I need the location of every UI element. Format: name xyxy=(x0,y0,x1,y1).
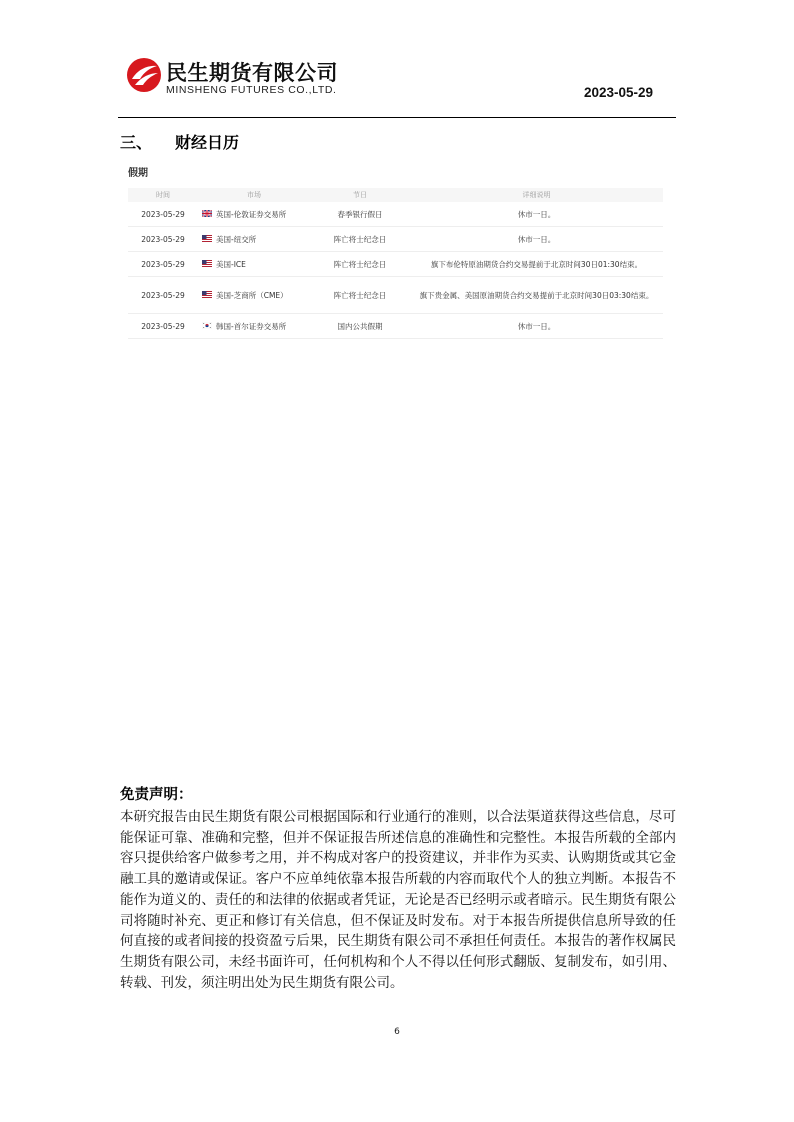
row-date: 2023-05-29 xyxy=(128,202,198,227)
row-detail: 休市一日。 xyxy=(410,314,663,339)
row-holiday: 阵亡将士纪念日 xyxy=(310,252,410,277)
disclaimer-section xyxy=(120,785,676,993)
table-row xyxy=(128,252,663,277)
minsheng-logo-icon xyxy=(126,57,162,93)
column-header-time: 时间 xyxy=(128,188,198,202)
section-title: 财经日历 xyxy=(175,133,240,152)
row-date: 2023-05-29 xyxy=(128,252,198,277)
row-holiday: 阵亡将士纪念日 xyxy=(310,227,410,252)
company-name-cn: 民生期货有限公司 xyxy=(166,61,338,85)
row-market xyxy=(198,252,310,277)
row-market xyxy=(198,277,310,314)
row-date: 2023-05-29 xyxy=(128,314,198,339)
holiday-calendar xyxy=(128,162,663,339)
column-header-market: 市场 xyxy=(198,188,310,202)
table-row xyxy=(128,227,663,252)
row-detail: 旗下贵金属、美国原油期货合约交易提前于北京时间30日03:30结束。 xyxy=(410,277,663,314)
kr-flag-icon xyxy=(202,322,212,329)
disclaimer-body: 本研究报告由民生期货有限公司根据国际和行业通行的准则，以合法渠道获得这些信息，尽可能保证可靠、准确和完整，但并不保证报告所述信息的准确性和完整性。本报告所载的全部内容只提供给客户做参考之用，并不构成对客户的投资建议，并非作为买卖、认购期货或其它金融工具的邀请或保证。客户不应单纯依靠本报告所载的内容而取代个人的独立判断。本报告不能作为道义的、责任的和法律的依据或者凭证，无论是否已经明示或者暗示。民生期货有限公司将随时补充、更正和修订有关信息，但不保证及时发布。对于本报告所提供信息所导致的任何直接的或者间接的投资盈亏后果，民生期货有限公司不承担任何责任。本报告的著作权属民生期货有限公司，未经书面许可，任何机构和个人不得以任何形式翻版、复制发布，如引用、转载、刊发，须注明出处为民生期货有限公司。 xyxy=(120,809,676,991)
us-flag-icon xyxy=(202,260,212,267)
row-detail: 休市一日。 xyxy=(410,202,663,227)
column-header-holiday: 节日 xyxy=(310,188,410,202)
row-market-label: 美国-ICE xyxy=(216,259,246,269)
company-logo xyxy=(126,57,366,101)
section-heading xyxy=(120,130,239,153)
calendar-title: 假期 xyxy=(128,168,148,179)
holiday-table xyxy=(128,188,663,339)
header-divider xyxy=(118,117,676,118)
table-row xyxy=(128,202,663,227)
row-detail: 休市一日。 xyxy=(410,227,663,252)
page-number: 6 xyxy=(394,1027,400,1037)
report-date: 2023-05-29 xyxy=(583,85,653,100)
row-date: 2023-05-29 xyxy=(128,277,198,314)
row-market xyxy=(198,227,310,252)
row-market xyxy=(198,202,310,227)
table-row xyxy=(128,277,663,314)
column-header-detail: 详细说明 xyxy=(410,188,663,202)
section-number: 三、 xyxy=(120,133,153,152)
company-name-en: MINSHENG FUTURES CO.,LTD. xyxy=(166,84,337,96)
uk-flag-icon xyxy=(202,210,212,217)
row-market-label: 美国-纽交所 xyxy=(216,234,257,244)
row-holiday: 阵亡将士纪念日 xyxy=(310,277,410,314)
table-header-row xyxy=(128,188,663,202)
row-detail: 旗下布伦特原油期货合约交易提前于北京时间30日01:30结束。 xyxy=(410,252,663,277)
row-market-label: 英国-伦敦证券交易所 xyxy=(216,209,287,219)
row-holiday: 春季银行假日 xyxy=(310,202,410,227)
row-market-label: 韩国-首尔证券交易所 xyxy=(216,321,287,331)
row-date: 2023-05-29 xyxy=(128,227,198,252)
row-market xyxy=(198,314,310,339)
table-row xyxy=(128,314,663,339)
row-market-label: 美国-芝商所（CME） xyxy=(216,290,288,300)
row-holiday: 国内公共假期 xyxy=(310,314,410,339)
disclaimer-title: 免责声明： xyxy=(120,787,193,803)
us-flag-icon xyxy=(202,235,212,242)
us-flag-icon xyxy=(202,291,212,298)
